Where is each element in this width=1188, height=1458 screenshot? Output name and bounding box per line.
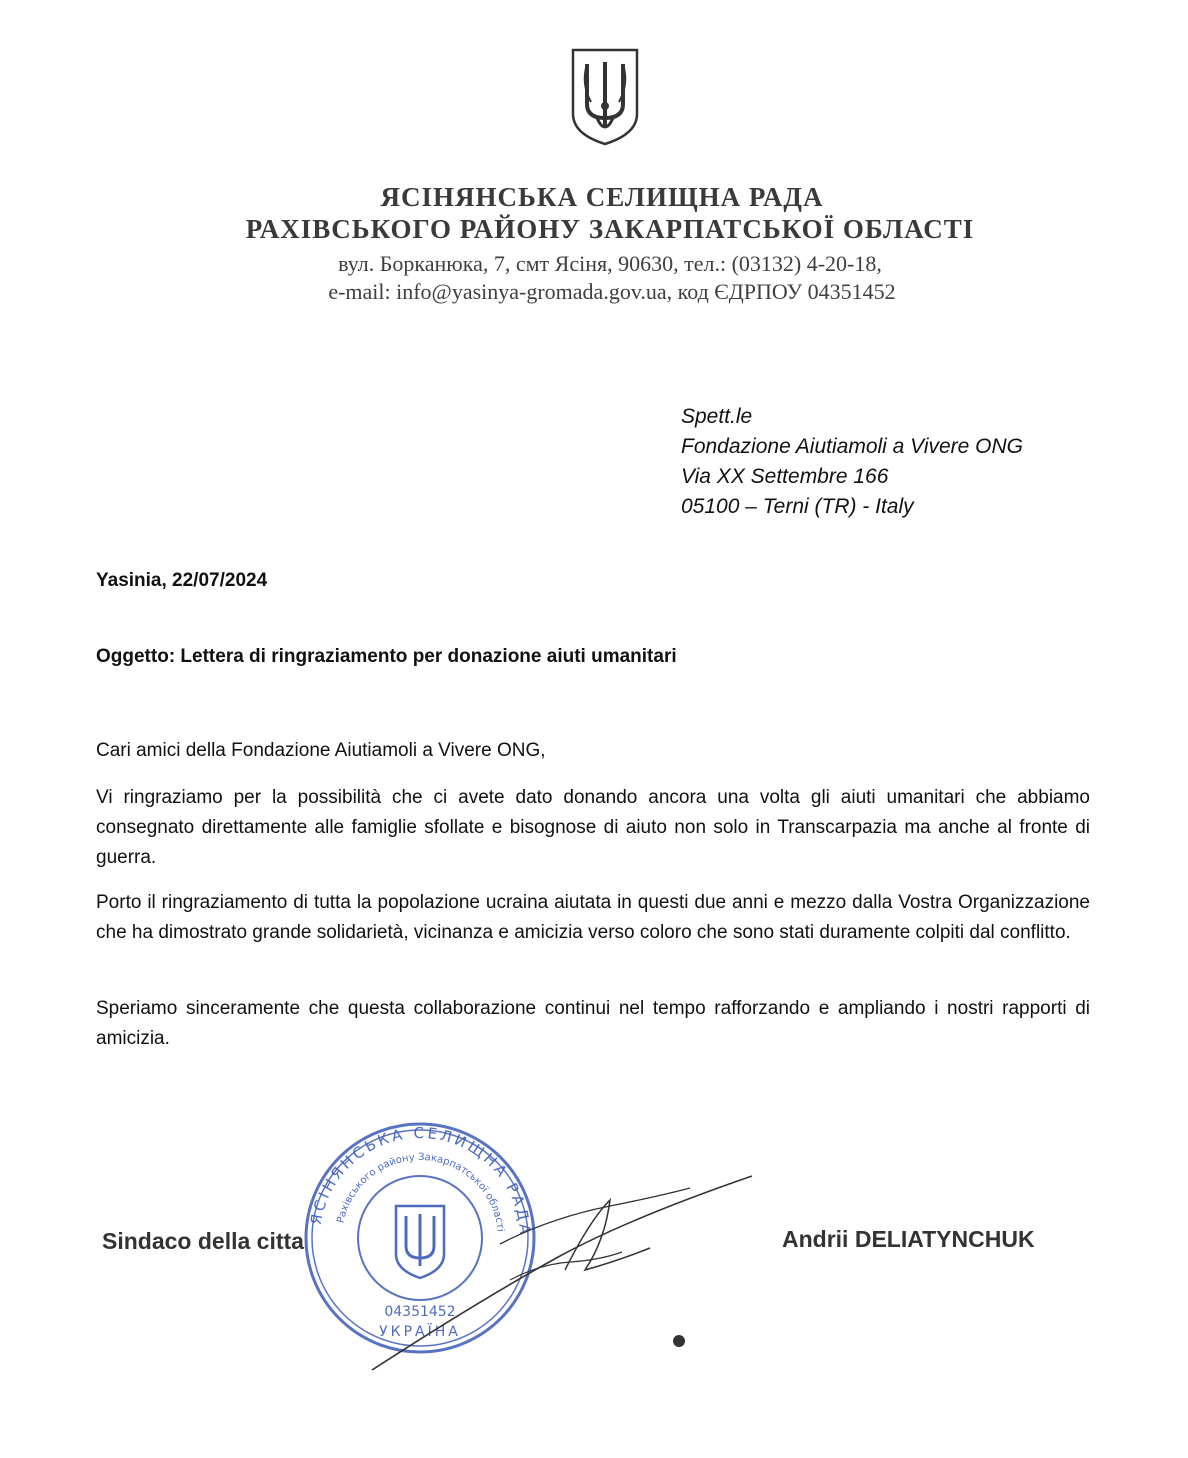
recipient-organization: Fondazione Aiutiamoli a Vivere ONG (681, 435, 1023, 458)
recipient-street: Via XX Settembre 166 (681, 465, 889, 488)
recipient-block (681, 402, 1023, 522)
recipient-salutation: Spett.le (681, 405, 753, 428)
letter-paragraph: Vi ringraziamo per la possibilità che ci avete dato donando ancora una volta gli aiuti umanitari che abbiamo consegnato direttamente alle famiglie sfollate e bisognose di aiuto non solo in Transcarpazia ma anche al fronte di guerra. (96, 787, 1090, 868)
letter-subject: Oggetto: Lettera di ringraziamento per donazione aiuti umanitari (96, 646, 677, 667)
letter-paragraph: Speriamo sinceramente che questa collaborazione continui nel tempo rafforzando e ampliando i nostri rapporti di amicizia. (96, 998, 1090, 1049)
letter-date: Yasinia, 22/07/2024 (96, 570, 268, 591)
stamp-inner-text: Рахівського району Закарпатської області (335, 1151, 506, 1233)
letterhead-contact: e-mail: info@yasinya-gromada.gov.ua, код ЄДРПОУ 04351452 (328, 279, 896, 304)
letterhead-address: вул. Борканюка, 7, смт Ясіня, 90630, тел.: (03132) 4-20-18, (338, 251, 882, 276)
stamp-code: 04351452 (384, 1304, 456, 1320)
recipient-city: 05100 – Terni (TR) - Italy (681, 495, 914, 518)
letterhead-district-name: РАХІВСЬКОГО РАЙОНУ ЗАКАРПАТСЬКОЇ ОБЛАСТІ (245, 214, 975, 244)
letterhead-council-name: ЯСІНЯНСЬКА СЕЛИЩНА РАДА (380, 182, 824, 212)
trident-emblem-icon (567, 44, 643, 148)
letter-greeting: Cari amici della Fondazione Aiutiamoli a Vivere ONG, (96, 740, 546, 761)
stamp-outer-text: ЯСІНЯНСЬКА СЕЛИЩНА РАДА (306, 1123, 535, 1238)
signatory-title: Sindaco della citta (102, 1228, 304, 1254)
stamp-country: УКРАЇНА (379, 1324, 461, 1340)
signatory-name: Andrii DELIATYNCHUK (782, 1226, 1035, 1252)
letter-paragraph: Porto il ringraziamento di tutta la popolazione ucraina aiutata in questi due anni e mezzo dalla Vostra Organizzazione che ha dimostrato grande solidarietà, vicinanza e amicizia verso coloro che sono stati duramente colpiti dal conflitto. (96, 892, 1090, 943)
ink-dot (673, 1335, 685, 1347)
handwritten-signature (360, 1160, 760, 1380)
